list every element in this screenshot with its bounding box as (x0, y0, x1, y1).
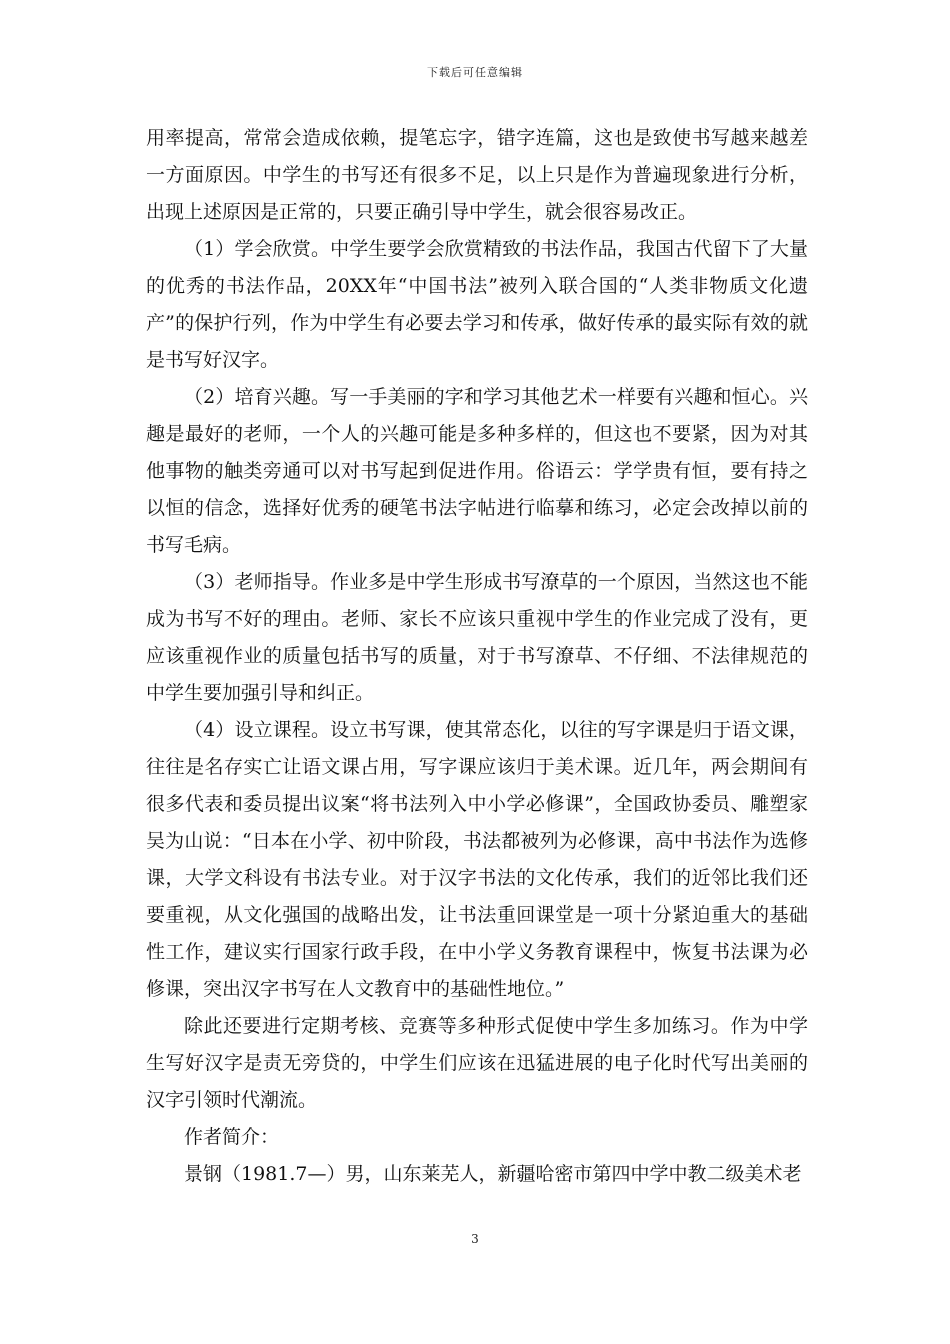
paragraph-teacher-guidance: （3）老师指导。作业多是中学生形成书写潦草的一个原因，当然这也不能成为书写不好的理由。老师、家长不应该只重视中学生的作业完成了没有，更应该重视作业的质量包括书写的质量，对于书写潦草、不仔细、不法律规范的中学生要加强引导和纠正。 (146, 571, 808, 704)
paragraph-establish-course: （4）设立课程。设立书写课，使其常态化，以往的写字课是归于语文课，往往是名存实亡让语文课占用，写字课应该归于美术课。近几年，两会期间有很多代表和委员提出议案“将书法列入中小学必修课”，全国政协委员、雕塑家吴为山说：“日本在小学、初中阶段，书法都被列为必修课，高中书法作为选修课，大学文科设有书法专业。对于汉字书法的文化传承，我们的近邻比我们还要重视，从文化强国的战略出发，让书法重回课堂是一项十分紧迫重大的基础性工作，建议实行国家行政手段，在中小学义务教育课程中，恢复书法课为必修课，突出汉字书写在人文教育中的基础性地位。” (146, 719, 808, 1000)
paragraph-conclusion: 除此还要进行定期考核、竞赛等多种形式促使中学生多加练习。作为中学生写好汉字是责无旁贷的，中学生们应该在迅猛进展的电子化时代写出美丽的汉字引领时代潮流。 (146, 1015, 808, 1111)
paragraph-learn-appreciation: （1）学会欣赏。中学生要学会欣赏精致的书法作品，我国古代留下了大量的优秀的书法作品，20XX年“中国书法”被列入联合国的“人类非物质文化遗产”的保护行列，作为中学生有必要去学习和传承，做好传承的最实际有效的就是书写好汉字。 (146, 238, 808, 371)
paragraph-author-heading: 作者简介： (184, 1126, 280, 1148)
paragraph-continuation: 用率提高，常常会造成依赖，提笔忘字，错字连篇，这也是致使书写越来越差一方面原因。中学生的书写还有很多不足，以上只是作为普遍现象进行分析，出现上述原因是正常的，只要正确引导中学生，就会很容易改正。 (146, 127, 808, 223)
paragraph-author-bio: 景钢（1981.7—）男，山东莱芜人，新疆哈密市第四中学中教二级美术老 (184, 1163, 802, 1185)
page-header: 下载后可任意编辑 (427, 66, 523, 79)
page-number: 3 (471, 1232, 479, 1246)
paragraph-cultivate-interest: （2）培育兴趣。写一手美丽的字和学习其他艺术一样要有兴趣和恒心。兴趣是最好的老师，一个人的兴趣可能是多种多样的，但这也不要紧，因为对其他事物的触类旁通可以对书写起到促进作用。俗语云：学学贵有恒，要有持之以恒的信念，选择好优秀的硬笔书法字帖进行临摹和练习，必定会改掉以前的书写毛病。 (146, 386, 808, 556)
document-body (146, 120, 808, 1193)
